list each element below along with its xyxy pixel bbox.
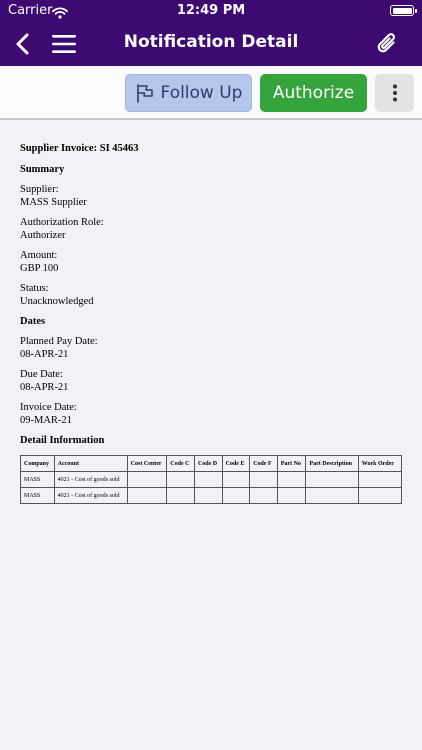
vertical-ellipsis-icon xyxy=(392,83,398,103)
table-cell xyxy=(167,472,195,488)
table-cell xyxy=(222,472,250,488)
table-cell xyxy=(250,472,278,488)
document-title: Supplier Invoice: SI 45463 xyxy=(20,143,139,154)
column-header: Code F xyxy=(250,456,278,472)
table-cell xyxy=(222,488,250,504)
role-value: Authorizer xyxy=(20,229,66,241)
paperclip-icon xyxy=(374,30,402,58)
authorize-button[interactable] xyxy=(260,74,367,112)
supplier-label: Supplier: xyxy=(20,184,59,195)
table-row xyxy=(21,488,402,504)
column-header: Account xyxy=(54,456,127,472)
due-date-label: Due Date: xyxy=(20,369,63,380)
status-field xyxy=(20,283,410,308)
column-header: Code C xyxy=(167,456,195,472)
amount-label: Amount: xyxy=(20,250,58,261)
table-row xyxy=(21,472,402,488)
column-header: Company xyxy=(21,456,55,472)
table-cell: MASS xyxy=(21,488,55,504)
flag-icon xyxy=(135,83,155,103)
dates-heading: Dates xyxy=(20,316,46,327)
invoice-date-field xyxy=(20,402,410,427)
detail-information-heading: Detail Information xyxy=(20,435,105,446)
follow-up-label: Follow Up xyxy=(160,83,243,103)
table-header-row xyxy=(21,456,402,472)
table-cell xyxy=(277,488,306,504)
table-cell xyxy=(358,488,401,504)
planned-pay-date-field xyxy=(20,336,410,361)
column-header: Part No xyxy=(277,456,306,472)
supplier-field xyxy=(20,184,410,209)
column-header: Cost Center xyxy=(127,456,167,472)
status-value: Unacknowledged xyxy=(20,295,94,307)
invoice-date-value: 09-MAR-21 xyxy=(20,414,72,426)
attachment-button[interactable] xyxy=(374,30,402,58)
table-cell: 4021 - Cost of goods sold xyxy=(54,488,127,504)
authorize-label: Authorize xyxy=(272,83,355,103)
planned-pay-date-label: Planned Pay Date: xyxy=(20,336,98,347)
supplier-value: MASS Supplier xyxy=(20,196,87,208)
column-header: Code D xyxy=(194,456,222,472)
more-options-button[interactable] xyxy=(375,74,414,112)
table-cell xyxy=(167,488,195,504)
column-header: Code E xyxy=(222,456,250,472)
table-cell xyxy=(277,472,306,488)
battery-icon xyxy=(390,5,414,16)
table-cell: 4021 - Cost of goods sold xyxy=(54,472,127,488)
table-cell xyxy=(127,472,167,488)
column-header: Part Description xyxy=(306,456,358,472)
planned-pay-date-value: 08-APR-21 xyxy=(20,348,69,360)
invoice-date-label: Invoice Date: xyxy=(20,402,77,413)
amount-field xyxy=(20,250,410,275)
role-label: Authorization Role: xyxy=(20,217,104,228)
status-label: Status: xyxy=(20,283,49,294)
table-cell xyxy=(306,488,358,504)
role-field xyxy=(20,217,410,242)
table-cell xyxy=(127,488,167,504)
table-cell xyxy=(306,472,358,488)
table-cell xyxy=(250,488,278,504)
table-cell xyxy=(358,472,401,488)
due-date-value: 08-APR-21 xyxy=(20,381,69,393)
table-cell: MASS xyxy=(21,472,55,488)
column-header: Work Order xyxy=(358,456,401,472)
detail-table xyxy=(20,455,402,504)
amount-value: GBP 100 xyxy=(20,262,59,274)
page-title: Notification Detail xyxy=(123,32,299,52)
action-toolbar xyxy=(0,66,422,120)
summary-heading: Summary xyxy=(20,164,65,175)
table-cell xyxy=(194,488,222,504)
carrier-label: Carrier xyxy=(8,3,53,18)
detail-table-scroll[interactable] xyxy=(20,455,402,504)
status-bar xyxy=(0,0,422,22)
status-time: 12:49 PM xyxy=(176,3,246,18)
table-cell xyxy=(194,472,222,488)
navigation-bar xyxy=(0,22,422,66)
due-date-field xyxy=(20,369,410,394)
notification-document xyxy=(20,140,410,504)
follow-up-button[interactable] xyxy=(125,74,252,112)
